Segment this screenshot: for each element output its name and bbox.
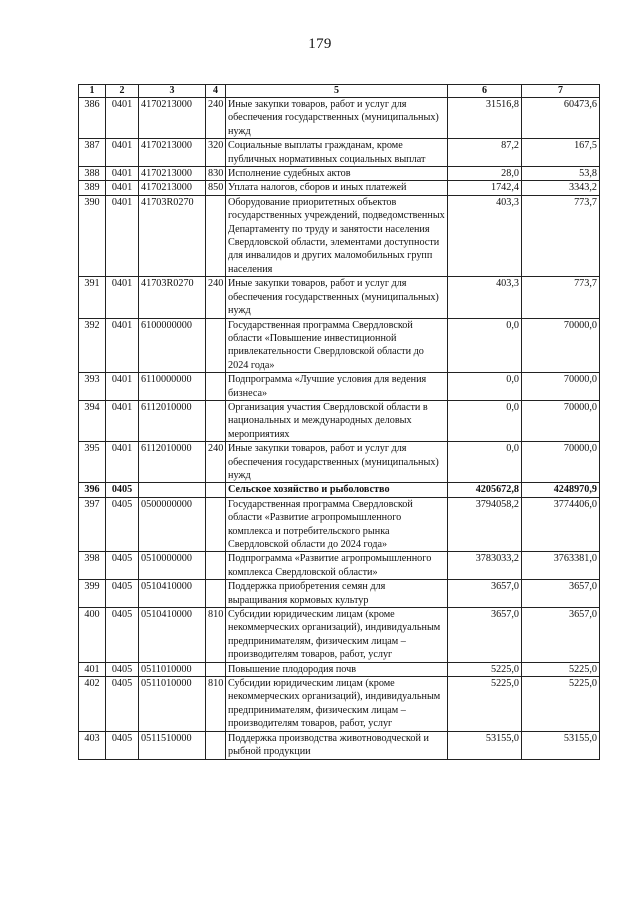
item-name: Подпрограмма «Развитие агропромышленного комплекса Свердловской области» xyxy=(226,552,448,580)
amount-year-1: 31516,8 xyxy=(448,98,522,139)
item-name: Государственная программа Свердловской области «Повышение инвестиционной привлекательности Свердловской области до 2024 года» xyxy=(226,318,448,373)
table-row xyxy=(79,677,600,732)
section-code: 0405 xyxy=(106,497,139,552)
amount-year-1: 0,0 xyxy=(448,442,522,483)
budget-table xyxy=(78,84,600,760)
expense-type-code xyxy=(206,731,226,759)
table-row xyxy=(79,497,600,552)
amount-year-1: 3657,0 xyxy=(448,580,522,608)
expense-type-code: 810 xyxy=(206,608,226,663)
row-number: 387 xyxy=(79,139,106,167)
table-row xyxy=(79,731,600,759)
row-number: 388 xyxy=(79,167,106,181)
target-article-code: 4170213000 xyxy=(139,181,206,195)
row-number: 395 xyxy=(79,442,106,483)
item-name: Сельское хозяйство и рыболовство xyxy=(226,483,448,497)
target-article-code: 6112010000 xyxy=(139,442,206,483)
target-article-code: 0500000000 xyxy=(139,497,206,552)
item-name: Организация участия Свердловской области в национальных и международных деловых мероприятиях xyxy=(226,400,448,441)
col-header-4: 4 xyxy=(206,85,226,98)
item-name: Субсидии юридическим лицам (кроме некоммерческих организаций), индивидуальным предпринимателям, физическим лицам – производителям товаров, работ, услуг xyxy=(226,608,448,663)
amount-year-2: 60473,6 xyxy=(522,98,600,139)
item-name: Оборудование приоритетных объектов государственных учреждений, подведомственных Департаменту по труду и занятости населения Свердловской области, элементами доступности для инвалидов и других маломобильных групп населения xyxy=(226,195,448,276)
amount-year-2: 3343,2 xyxy=(522,181,600,195)
table-row xyxy=(79,277,600,318)
row-number: 390 xyxy=(79,195,106,276)
row-number: 396 xyxy=(79,483,106,497)
section-code: 0405 xyxy=(106,731,139,759)
item-name: Субсидии юридическим лицам (кроме некоммерческих организаций), индивидуальным предпринимателям, физическим лицам – производителям товаров, работ, услуг xyxy=(226,677,448,732)
table-row xyxy=(79,400,600,441)
amount-year-2: 3657,0 xyxy=(522,608,600,663)
amount-year-2: 5225,0 xyxy=(522,662,600,676)
section-code: 0401 xyxy=(106,181,139,195)
header-row xyxy=(79,85,600,98)
table-row xyxy=(79,552,600,580)
amount-year-1: 4205672,8 xyxy=(448,483,522,497)
amount-year-1: 53155,0 xyxy=(448,731,522,759)
item-name: Поддержка производства животноводческой и рыбной продукции xyxy=(226,731,448,759)
target-article-code: 6110000000 xyxy=(139,373,206,401)
table-row xyxy=(79,318,600,373)
expense-type-code xyxy=(206,662,226,676)
row-number: 391 xyxy=(79,277,106,318)
target-article-code: 41703R0270 xyxy=(139,195,206,276)
expense-type-code xyxy=(206,552,226,580)
expense-type-code: 850 xyxy=(206,181,226,195)
amount-year-2: 70000,0 xyxy=(522,373,600,401)
section-code: 0401 xyxy=(106,277,139,318)
item-name: Подпрограмма «Лучшие условия для ведения бизнеса» xyxy=(226,373,448,401)
amount-year-2: 3763381,0 xyxy=(522,552,600,580)
amount-year-2: 70000,0 xyxy=(522,400,600,441)
section-code: 0401 xyxy=(106,318,139,373)
item-name: Повышение плодородия почв xyxy=(226,662,448,676)
table-row xyxy=(79,662,600,676)
section-code: 0401 xyxy=(106,442,139,483)
expense-type-code xyxy=(206,373,226,401)
amount-year-2: 5225,0 xyxy=(522,677,600,732)
amount-year-1: 3657,0 xyxy=(448,608,522,663)
section-code: 0401 xyxy=(106,400,139,441)
section-code: 0401 xyxy=(106,373,139,401)
row-number: 401 xyxy=(79,662,106,676)
amount-year-2: 773,7 xyxy=(522,195,600,276)
target-article-code: 4170213000 xyxy=(139,98,206,139)
table-row xyxy=(79,195,600,276)
expense-type-code: 810 xyxy=(206,677,226,732)
item-name: Иные закупки товаров, работ и услуг для обеспечения государственных (муниципальных) нужд xyxy=(226,98,448,139)
target-article-code: 6100000000 xyxy=(139,318,206,373)
col-header-7: 7 xyxy=(522,85,600,98)
table-row xyxy=(79,580,600,608)
amount-year-1: 5225,0 xyxy=(448,677,522,732)
table-body xyxy=(79,98,600,760)
item-name: Исполнение судебных актов xyxy=(226,167,448,181)
amount-year-2: 53,8 xyxy=(522,167,600,181)
table-row xyxy=(79,483,600,497)
amount-year-1: 5225,0 xyxy=(448,662,522,676)
section-code: 0401 xyxy=(106,139,139,167)
col-header-6: 6 xyxy=(448,85,522,98)
amount-year-1: 87,2 xyxy=(448,139,522,167)
table-row xyxy=(79,442,600,483)
expense-type-code xyxy=(206,580,226,608)
page-number: 179 xyxy=(308,36,332,52)
amount-year-1: 403,3 xyxy=(448,195,522,276)
expense-type-code: 240 xyxy=(206,442,226,483)
amount-year-2: 70000,0 xyxy=(522,318,600,373)
section-code: 0405 xyxy=(106,483,139,497)
item-name: Иные закупки товаров, работ и услуг для обеспечения государственных (муниципальных) нужд xyxy=(226,442,448,483)
expense-type-code xyxy=(206,400,226,441)
target-article-code: 0510000000 xyxy=(139,552,206,580)
row-number: 403 xyxy=(79,731,106,759)
target-article-code: 41703R0270 xyxy=(139,277,206,318)
item-name: Иные закупки товаров, работ и услуг для обеспечения государственных (муниципальных) нужд xyxy=(226,277,448,318)
target-article-code xyxy=(139,483,206,497)
amount-year-1: 403,3 xyxy=(448,277,522,318)
col-header-2: 2 xyxy=(106,85,139,98)
section-code: 0405 xyxy=(106,662,139,676)
amount-year-2: 773,7 xyxy=(522,277,600,318)
section-code: 0405 xyxy=(106,677,139,732)
amount-year-2: 53155,0 xyxy=(522,731,600,759)
amount-year-1: 0,0 xyxy=(448,373,522,401)
target-article-code: 0510410000 xyxy=(139,580,206,608)
table-row xyxy=(79,167,600,181)
col-header-5: 5 xyxy=(226,85,448,98)
expense-type-code: 240 xyxy=(206,98,226,139)
expense-type-code: 830 xyxy=(206,167,226,181)
table-row xyxy=(79,608,600,663)
expense-type-code xyxy=(206,195,226,276)
item-name: Социальные выплаты гражданам, кроме публичных нормативных социальных выплат xyxy=(226,139,448,167)
row-number: 399 xyxy=(79,580,106,608)
section-code: 0401 xyxy=(106,195,139,276)
target-article-code: 6112010000 xyxy=(139,400,206,441)
table-row xyxy=(79,98,600,139)
row-number: 394 xyxy=(79,400,106,441)
amount-year-2: 167,5 xyxy=(522,139,600,167)
expense-type-code: 320 xyxy=(206,139,226,167)
target-article-code: 4170213000 xyxy=(139,167,206,181)
amount-year-2: 3774406,0 xyxy=(522,497,600,552)
amount-year-1: 1742,4 xyxy=(448,181,522,195)
target-article-code: 4170213000 xyxy=(139,139,206,167)
amount-year-2: 3657,0 xyxy=(522,580,600,608)
amount-year-1: 0,0 xyxy=(448,400,522,441)
col-header-1: 1 xyxy=(79,85,106,98)
expense-type-code xyxy=(206,497,226,552)
amount-year-1: 3794058,2 xyxy=(448,497,522,552)
col-header-3: 3 xyxy=(139,85,206,98)
section-code: 0405 xyxy=(106,580,139,608)
amount-year-2: 4248970,9 xyxy=(522,483,600,497)
target-article-code: 0511010000 xyxy=(139,677,206,732)
target-article-code: 0511010000 xyxy=(139,662,206,676)
amount-year-1: 0,0 xyxy=(448,318,522,373)
row-number: 400 xyxy=(79,608,106,663)
table-row xyxy=(79,139,600,167)
table-row xyxy=(79,181,600,195)
row-number: 392 xyxy=(79,318,106,373)
section-code: 0401 xyxy=(106,167,139,181)
amount-year-2: 70000,0 xyxy=(522,442,600,483)
item-name: Государственная программа Свердловской области «Развитие агропромышленного комплекса и потребительского рынка Свердловской области до 2024 года» xyxy=(226,497,448,552)
table-row xyxy=(79,373,600,401)
section-code: 0405 xyxy=(106,608,139,663)
row-number: 393 xyxy=(79,373,106,401)
item-name: Уплата налогов, сборов и иных платежей xyxy=(226,181,448,195)
expense-type-code xyxy=(206,318,226,373)
item-name: Поддержка приобретения семян для выращивания кормовых культур xyxy=(226,580,448,608)
row-number: 398 xyxy=(79,552,106,580)
row-number: 402 xyxy=(79,677,106,732)
section-code: 0401 xyxy=(106,98,139,139)
target-article-code: 0510410000 xyxy=(139,608,206,663)
expense-type-code: 240 xyxy=(206,277,226,318)
section-code: 0405 xyxy=(106,552,139,580)
target-article-code: 0511510000 xyxy=(139,731,206,759)
amount-year-1: 28,0 xyxy=(448,167,522,181)
expense-type-code xyxy=(206,483,226,497)
row-number: 389 xyxy=(79,181,106,195)
row-number: 397 xyxy=(79,497,106,552)
row-number: 386 xyxy=(79,98,106,139)
amount-year-1: 3783033,2 xyxy=(448,552,522,580)
